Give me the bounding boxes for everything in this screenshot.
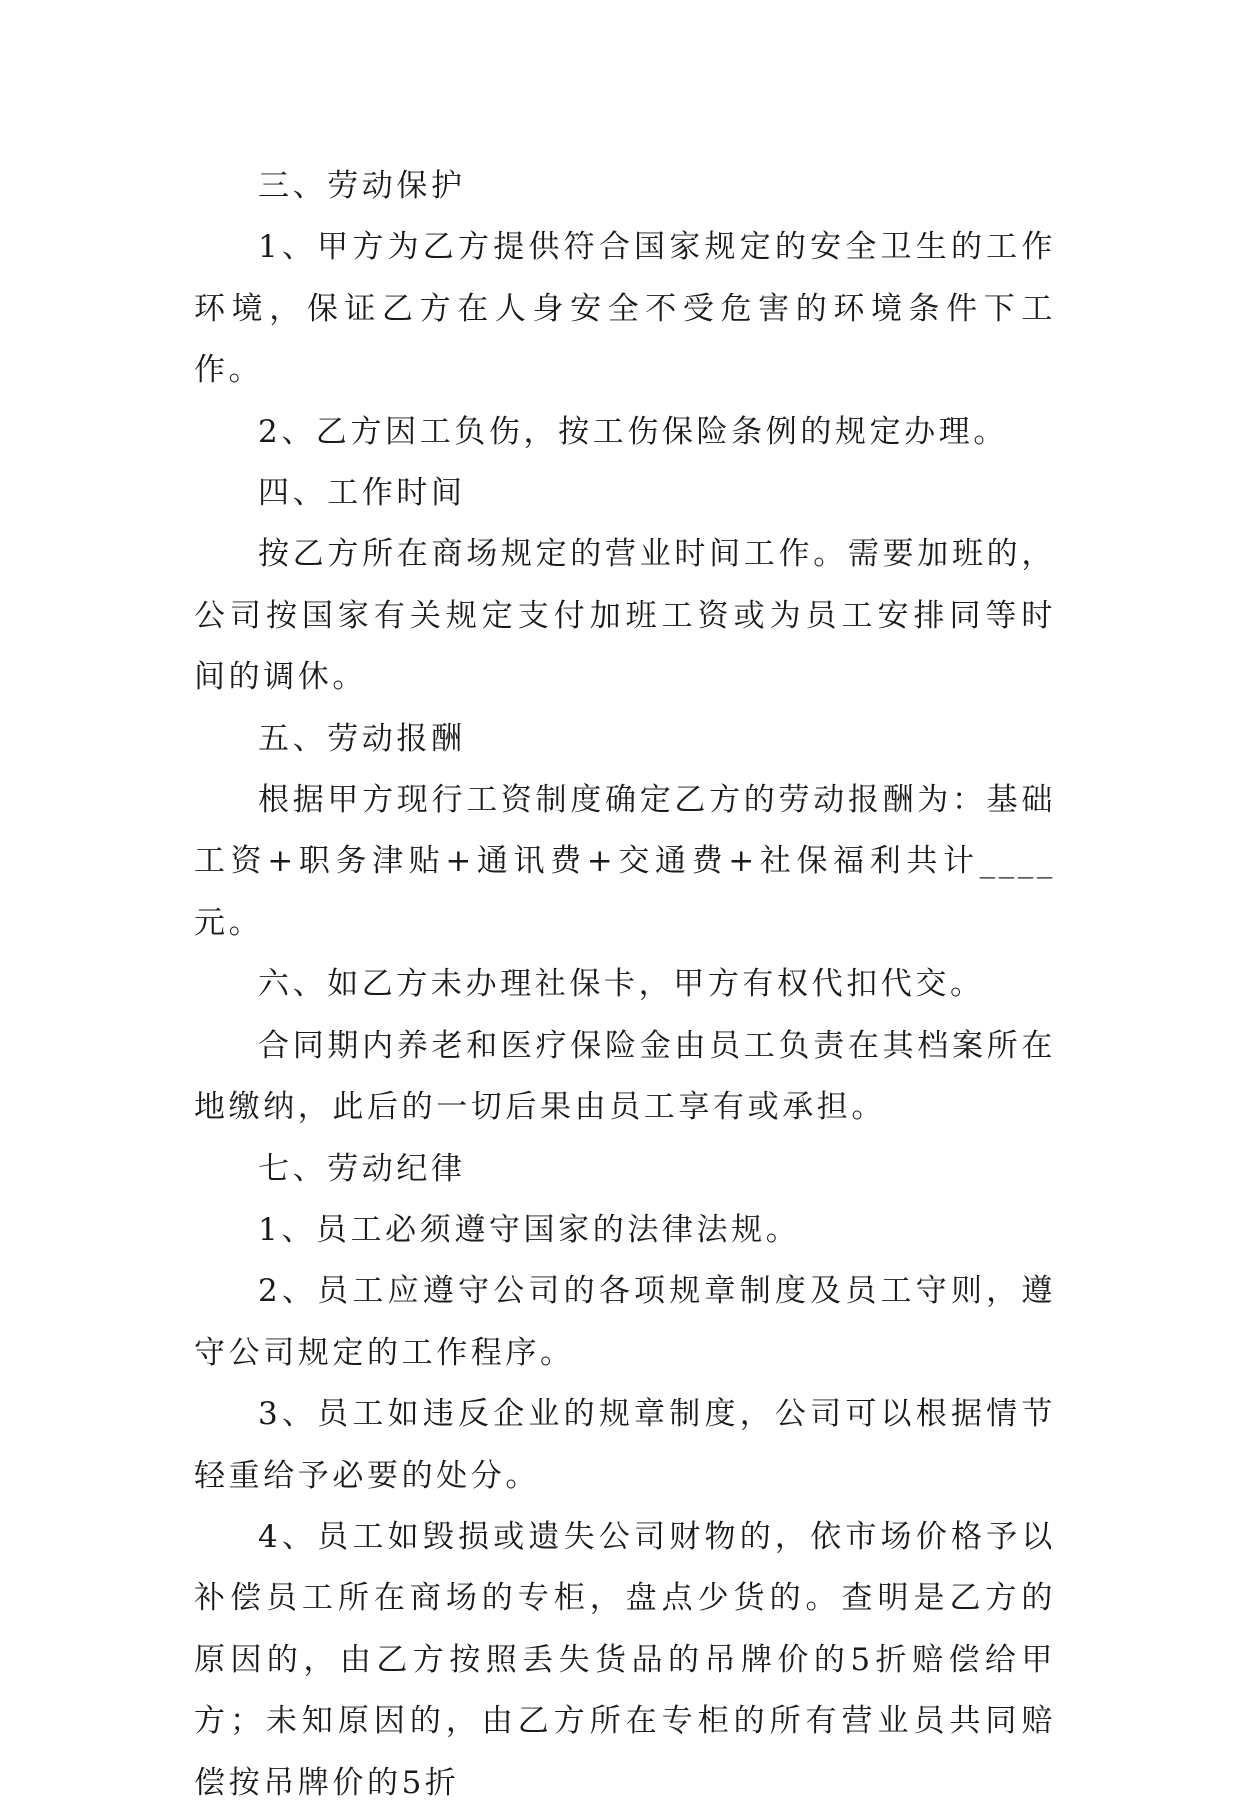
paragraph: 2、员工应遵守公司的各项规章制度及员工守则，遵守公司规定的工作程序。 — [194, 1273, 1056, 1371]
paragraph: 1、员工必须遵守国家的法律法规。 — [258, 1211, 801, 1248]
paragraph: 合同期内养老和医疗保险金由员工负责在其档案所在地缴纳，此后的一切后果由员工享有或承担。 — [194, 1027, 1056, 1126]
section-heading-labor-discipline: 七、劳动纪律 — [258, 1150, 466, 1187]
paragraph: 1、甲方为乙方提供符合国家规定的安全卫生的工作环境，保证乙方在人身安全不受危害的环境条件下工作。 — [194, 229, 1056, 389]
section-heading-remuneration: 五、劳动报酬 — [258, 720, 466, 757]
paragraph: 3、员工如违反企业的规章制度，公司可以根据情节轻重给予必要的处分。 — [194, 1396, 1056, 1494]
document-body — [194, 156, 1056, 1814]
section-heading-labor-protection: 三、劳动保护 — [258, 168, 466, 204]
section-heading-social-security: 六、如乙方未办理社保卡，甲方有权代扣代交。 — [258, 966, 985, 1003]
paragraph: 2、乙方因工负伤，按工伤保险条例的规定办理。 — [258, 413, 1008, 450]
paragraph: 按乙方所在商场规定的营业时间工作。需要加班的，公司按国家有关规定支付加班工资或为员工安排同等时间的调休。 — [194, 536, 1056, 696]
paragraph: 根据甲方现行工资制度确定乙方的劳动报酬为：基础工资+职务津贴+通讯费+交通费+社保福利共计____元。 — [194, 782, 1056, 941]
paragraph: 4、员工如毁损或遗失公司财物的，依市场价格予以补偿员工所在商场的专柜，盘点少货的。查明是乙方的原因的，由乙方按照丢失货品的吊牌价的5折赔偿给甲方；未知原因的，由乙方所在专柜的所有营业员共同赔偿按吊牌价的5折 — [194, 1518, 1056, 1801]
section-heading-working-hours: 四、工作时间 — [258, 475, 466, 512]
